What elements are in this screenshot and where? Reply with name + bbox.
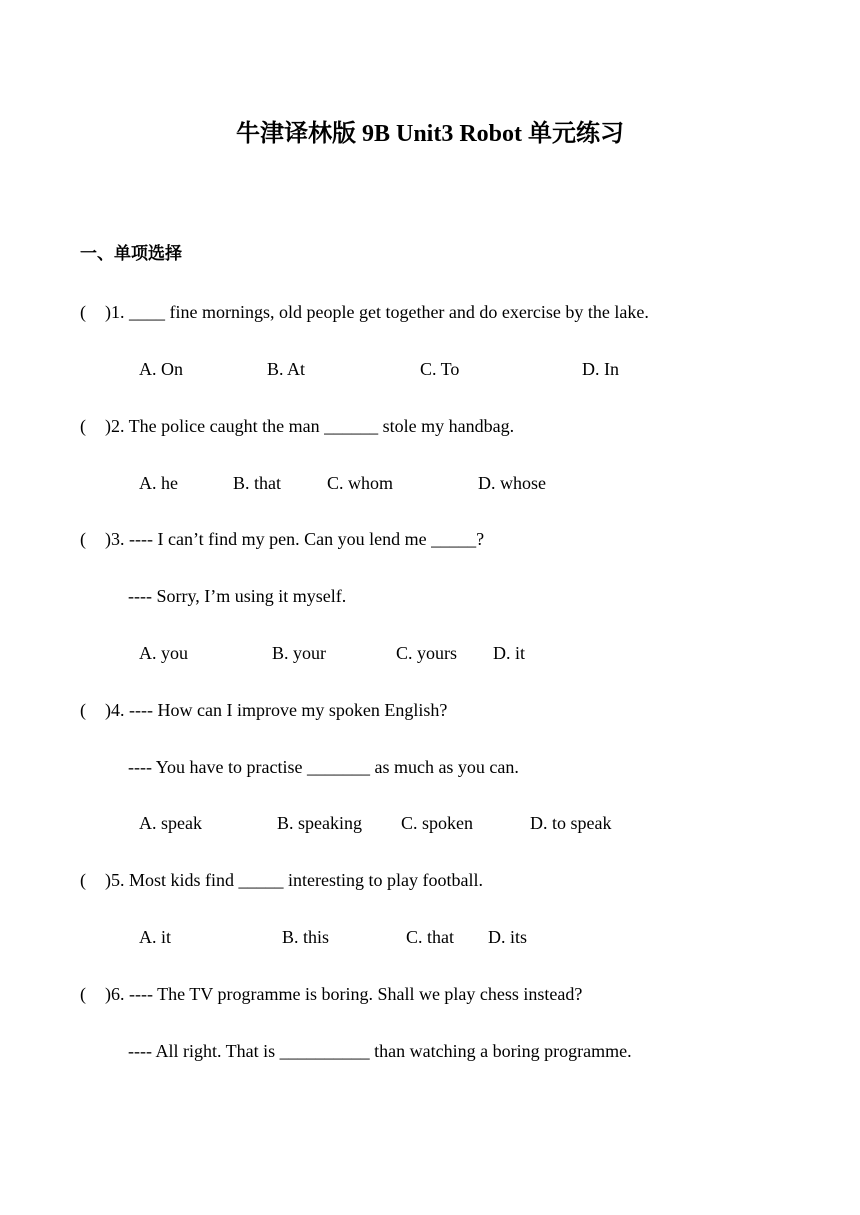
option-d: D. In [582,359,619,379]
question-stem: )3. ---- I can’t find my pen. Can you lend me _____? [105,529,485,549]
section-title: 一、单项选择 [80,244,182,264]
answer-paren: ( [80,870,86,890]
option-b: B. that [233,473,281,493]
answer-paren: ( [80,302,86,322]
page-title: 牛津译林版 9B Unit3 Robot 单元练习 [235,121,625,147]
answer-paren: ( [80,416,86,436]
option-d: D. to speak [530,813,612,833]
question-stem: )2. The police caught the man ______ stole my handbag. [105,416,515,436]
option-c: C. To [420,359,460,379]
question-stem: )1. ____ fine mornings, old people get together and do exercise by the lake. [105,302,649,322]
dialog-line: ---- All right. That is __________ than watching a boring programme. [128,1041,632,1061]
question-stem: )6. ---- The TV programme is boring. Shall we play chess instead? [105,984,583,1004]
option-c: C. spoken [401,813,473,833]
option-c: C. whom [327,473,394,493]
dialog-line: ---- You have to practise _______ as much as you can. [128,757,519,777]
option-c: C. yours [396,643,458,663]
option-b: B. At [267,359,306,379]
question-stem: )5. Most kids find _____ interesting to play football. [105,870,483,890]
option-a: A. On [139,359,183,379]
question-stem: )4. ---- How can I improve my spoken English? [105,700,448,720]
option-d: D. its [488,927,528,947]
option-c: C. that [406,927,454,947]
option-b: B. your [272,643,326,663]
dialog-line: ---- Sorry, I’m using it myself. [128,586,347,606]
option-a: A. you [139,643,188,663]
option-d: D. it [493,643,526,663]
option-b: B. speaking [277,813,362,833]
option-a: A. speak [139,813,202,833]
option-a: A. it [139,927,172,947]
option-d: D. whose [478,473,546,493]
answer-paren: ( [80,700,86,720]
answer-paren: ( [80,984,86,1004]
option-b: B. this [282,927,330,947]
option-a: A. he [139,473,178,493]
answer-paren: ( [80,529,86,549]
